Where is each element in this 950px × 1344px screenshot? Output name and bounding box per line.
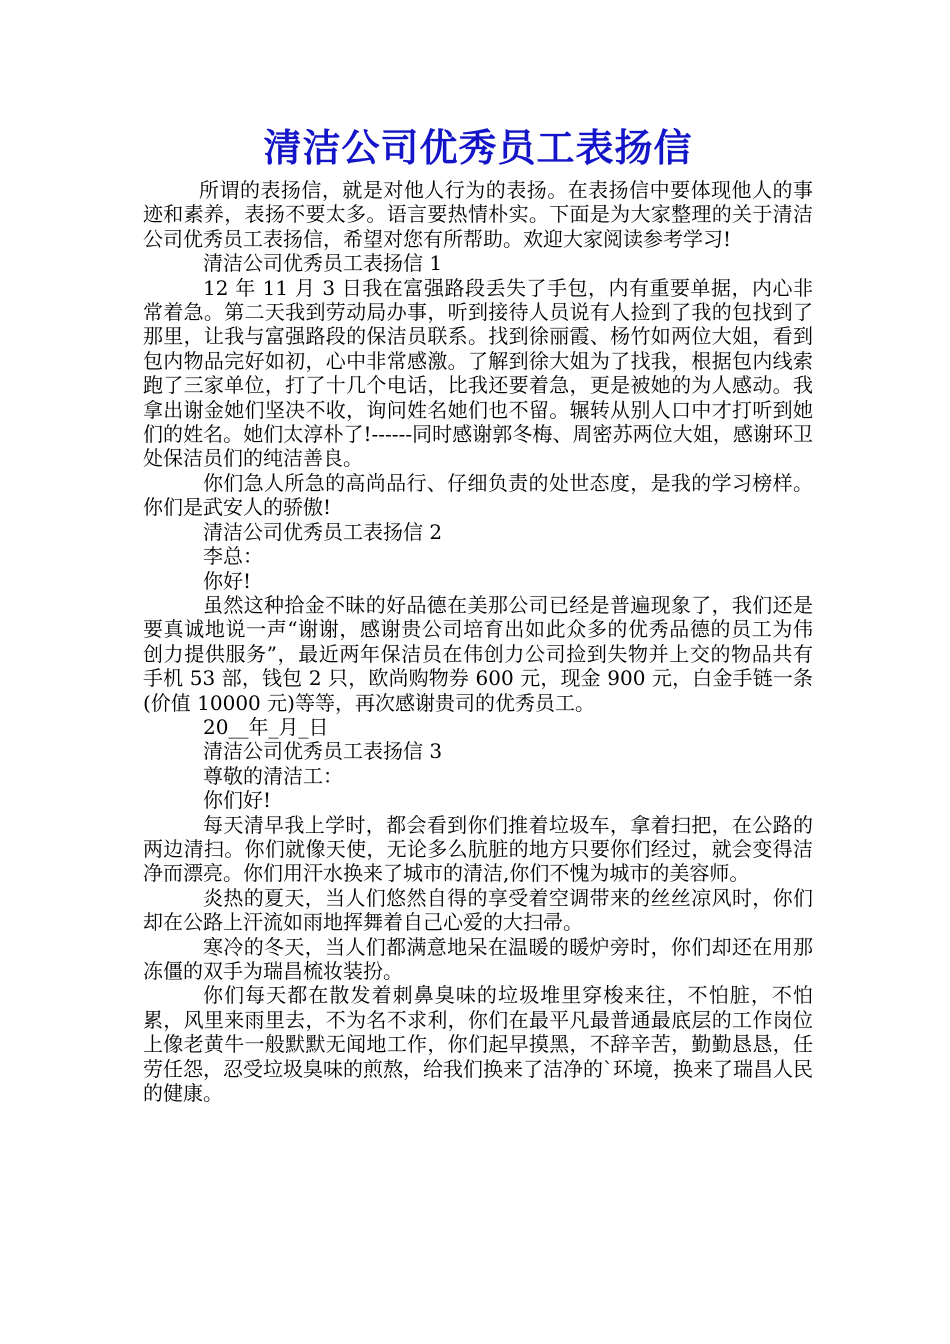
letter-3-paragraph: 寒冷的冬天，当人们都满意地呆在温暖的暖炉旁时，你们却还在用那冻僵的双手为瑞昌梳妆装扮。 (143, 934, 813, 983)
letter-3-paragraph: 炎热的夏天，当人们悠然自得的享受着空调带来的丝丝凉风时，你们却在公路上汗流如雨地挥舞着自己心爱的大扫帚。 (143, 885, 813, 935)
document-body (143, 178, 813, 1105)
letter-2-greeting: 你好! (203, 568, 252, 593)
section-heading-1: 清洁公司优秀员工表扬信 1 (203, 251, 443, 276)
letter-2-date: 20__年_月_日 (203, 714, 329, 739)
letter-2-salutation: 李总： (203, 544, 263, 569)
document-title: 清洁公司优秀员工表扬信 (263, 125, 693, 170)
section-heading-2: 清洁公司优秀员工表扬信 2 (203, 519, 443, 544)
letter-3-salutation: 尊敬的清洁工： (203, 763, 343, 788)
intro-paragraph: 所谓的表扬信，就是对他人行为的表扬。在表扬信中要体现他人的事迹和素养，表扬不要太多。语言要热情朴实。下面是为大家整理的关于清洁公司优秀员工表扬信，希望对您有所帮助。欢迎大家阅读参考学习! (143, 178, 813, 251)
letter-1-paragraph: 你们急人所急的高尚品行、仔细负责的处世态度，是我的学习榜样。你们是武安人的骄傲! (143, 470, 813, 520)
section-heading-3: 清洁公司优秀员工表扬信 3 (203, 739, 443, 764)
letter-3-paragraph: 你们每天都在散发着刺鼻臭味的垃圾堆里穿梭来往，不怕脏，不怕累，风里来雨里去，不为名不求利，你们在最平凡最普通最底层的工作岗位上像老黄牛一般默默无闻地工作，你们起早摸黑，不辞辛苦，勤勤恳恳，任劳任怨，忍受垃圾臭味的煎熬，给我们换来了洁净的`环境，换来了瑞昌人民的健康。 (143, 983, 813, 1106)
letter-3-paragraph: 每天清早我上学时，都会看到你们推着垃圾车，拿着扫把，在公路的两边清扫。你们就像天使，无论多么肮脏的地方只要你们经过，就会变得洁净而漂亮。你们用汗水换来了城市的清洁,你们不愧为城市的美容师。 (143, 812, 813, 886)
letter-1-paragraph: 12 年 11 月 3 日我在富强路段丢失了手包，内有重要单据，内心非常着急。第二天我到劳动局办事，听到接待人员说有人捡到了我的包找到了那里，让我与富强路段的保洁员联系。找到徐丽霞、杨竹如两位大姐，看到包内物品完好如初，心中非常感激。了解到徐大姐为了找我，根据包内线索跑了三家单位，打了十几个电话，比我还要着急，更是被她的为人感动。我拿出谢金她们坚决不收，询问姓名她们也不留。辗转从别人口中才打听到她们的姓名。她们太淳朴了!------同时感谢郭冬梅、周密苏两位大姐，感谢环卫处保洁员们的纯洁善良。 (143, 275, 813, 471)
letter-3-greeting: 你们好! (203, 788, 272, 813)
document-page (143, 118, 813, 1105)
letter-2-paragraph: 虽然这种拾金不昧的好品德在美那公司已经是普遍现象了，我们还是要真诚地说一声“谢谢，感谢贵公司培育出如此众多的优秀品德的员工为伟创力提供服务”，最近两年保洁员在伟创力公司捡到失物并上交的物品共有手机 53 部，钱包 2 只，欧尚购物券 600 元，现金 900 元，白金手链一条(价值 10000 元)等等，再次感谢贵司的优秀员工。 (143, 592, 813, 715)
